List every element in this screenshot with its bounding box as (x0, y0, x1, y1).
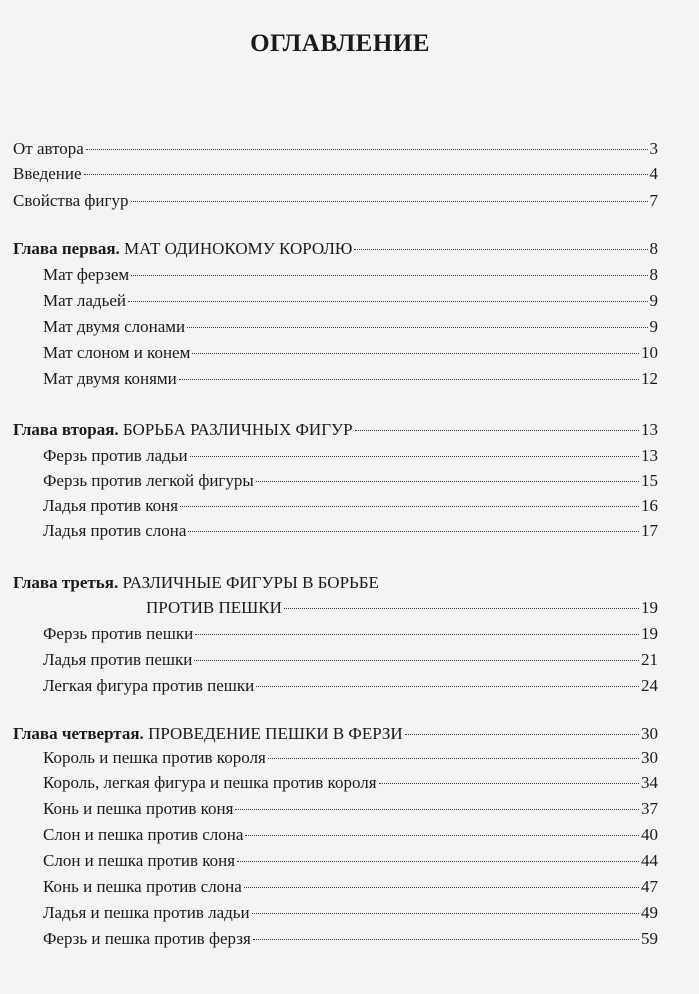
toc-entry[interactable] (43, 316, 658, 338)
toc-entry-author[interactable] (13, 138, 658, 160)
entry-label: Король и пешка против короля (43, 748, 266, 767)
leader-dots (405, 733, 639, 735)
entry-label: Ладья против коня (43, 496, 179, 515)
chapter-title: ПРОВЕДЕНИЕ ПЕШКИ В ФЕРЗИ (148, 724, 403, 743)
entry-page: 34 (641, 773, 658, 792)
toc-entry-properties[interactable] (13, 190, 658, 212)
entry-page: 59 (641, 929, 658, 948)
leader-dots (194, 659, 639, 661)
entry-label: Ферзь против легкой фигуры (43, 471, 254, 490)
entry-page: 21 (641, 650, 658, 669)
entry-page: 4 (649, 164, 658, 183)
leader-dots (84, 173, 648, 175)
entry-label: Ладья и пешка против ладьи (43, 903, 250, 922)
entry-page: 9 (649, 317, 658, 336)
leader-dots (235, 808, 639, 810)
entry-label: От автора (13, 139, 84, 158)
entry-page: 44 (641, 851, 658, 870)
entry-label: Ферзь против ладьи (43, 446, 188, 465)
entry-label: Конь и пешка против слона (43, 877, 242, 896)
leader-dots (180, 505, 639, 507)
chapter-title: БОРЬБА РАЗЛИЧНЫХ ФИГУР (122, 420, 353, 439)
leader-dots (192, 352, 639, 354)
entry-page: 16 (641, 496, 658, 515)
entry-page: 13 (641, 446, 658, 465)
entry-label: Мат ферзем (43, 265, 130, 284)
entry-page: 47 (641, 877, 658, 896)
leader-dots (244, 886, 639, 888)
toc-entry[interactable] (43, 747, 658, 769)
chapter-heading-1[interactable] (13, 238, 658, 260)
entry-page: 9 (649, 291, 658, 310)
toc-entry[interactable] (43, 342, 658, 364)
leader-dots (179, 378, 639, 380)
entry-label: Мат двумя конями (43, 369, 177, 388)
entry-page: 19 (641, 598, 658, 617)
toc-entry[interactable] (43, 902, 658, 924)
entry-page: 30 (641, 748, 658, 767)
entry-label: Ферзь и пешка против ферзя (43, 929, 251, 948)
toc-entry-intro[interactable] (13, 163, 658, 185)
entry-page: 49 (641, 903, 658, 922)
leader-dots (354, 248, 647, 250)
toc-entry[interactable] (43, 928, 658, 950)
leader-dots (187, 326, 647, 328)
leader-dots (237, 860, 639, 862)
leader-dots (355, 429, 639, 431)
entry-label: Свойства фигур (13, 191, 129, 210)
leader-dots (379, 782, 639, 784)
leader-dots (86, 148, 648, 150)
chapter-prefix: Глава четвертая. (13, 724, 144, 743)
toc-entry[interactable] (43, 520, 658, 542)
entry-page: 8 (649, 239, 658, 258)
entry-page: 12 (641, 369, 658, 388)
entry-label: Ладья против пешки (43, 650, 193, 669)
chapter-label (13, 238, 352, 260)
entry-label: Мат двумя слонами (43, 317, 186, 336)
entry-label: Мат слоном и конем (43, 343, 191, 362)
entry-page: 24 (641, 676, 658, 695)
entry-page: 13 (641, 420, 658, 439)
entry-label: Введение (13, 164, 82, 183)
chapter-label (13, 419, 353, 441)
entry-page: 40 (641, 825, 658, 844)
entry-page: 15 (641, 471, 658, 490)
toc-entry[interactable] (43, 470, 658, 492)
entry-label: Легкая фигура против пешки (43, 676, 255, 695)
toc-entry[interactable] (43, 876, 658, 898)
toc-entry[interactable] (43, 264, 658, 286)
entry-page: 10 (641, 343, 658, 362)
entry-label: Конь и пешка против коня (43, 799, 234, 818)
chapter-heading-2[interactable] (13, 419, 658, 441)
leader-dots (256, 480, 639, 482)
entry-page: 30 (641, 724, 658, 743)
toc-entry[interactable] (43, 649, 658, 671)
leader-dots (252, 912, 639, 914)
toc-entry[interactable] (43, 824, 658, 846)
leader-dots (284, 607, 639, 609)
entry-label: Слон и пешка против коня (43, 851, 236, 870)
toc-entry[interactable] (43, 368, 658, 390)
toc-entry[interactable] (43, 772, 658, 794)
chapter-heading-4[interactable] (13, 723, 658, 745)
leader-dots (195, 633, 639, 635)
toc-entry[interactable] (43, 850, 658, 872)
leader-dots (131, 274, 647, 276)
entry-page: 17 (641, 521, 658, 540)
leader-dots (190, 455, 639, 457)
entry-label: Мат ладьей (43, 291, 126, 310)
toc-entry[interactable] (43, 495, 658, 517)
chapter-heading-3-line1[interactable] (13, 572, 379, 594)
entry-label: Слон и пешка против слона (43, 825, 244, 844)
entry-label: Ладья против слона (43, 521, 187, 540)
page-title: ОГЛАВЛЕНИЕ (250, 30, 430, 57)
entry-page: 3 (649, 139, 658, 158)
toc-entry[interactable] (43, 675, 658, 697)
chapter-prefix: Глава третья. (13, 573, 119, 592)
leader-dots (131, 200, 648, 202)
toc-entry[interactable] (43, 798, 658, 820)
toc-entry[interactable] (43, 290, 658, 312)
leader-dots (128, 300, 648, 302)
entry-page: 8 (649, 265, 658, 284)
chapter-prefix: Глава первая. (13, 239, 120, 258)
leader-dots (256, 685, 639, 687)
leader-dots (245, 834, 639, 836)
chapter-title: МАТ ОДИНОКОМУ КОРОЛЮ (124, 239, 353, 258)
entry-page: 37 (641, 799, 658, 818)
entry-label: Король, легкая фигура и пешка против короля (43, 773, 377, 792)
entry-page: 7 (649, 191, 658, 210)
chapter-prefix: Глава вторая. (13, 420, 119, 439)
leader-dots (188, 530, 639, 532)
chapter-heading-3-line2[interactable] (146, 597, 658, 619)
leader-dots (253, 938, 639, 940)
chapter-label (13, 723, 403, 745)
toc-entry[interactable] (43, 445, 658, 467)
chapter-title-cont: ПРОТИВ ПЕШКИ (146, 598, 282, 617)
chapter-title: РАЗЛИЧНЫЕ ФИГУРЫ В БОРЬБЕ (122, 573, 379, 592)
entry-label: Ферзь против пешки (43, 624, 194, 643)
entry-page: 19 (641, 624, 658, 643)
leader-dots (268, 757, 639, 759)
toc-entry[interactable] (43, 623, 658, 645)
